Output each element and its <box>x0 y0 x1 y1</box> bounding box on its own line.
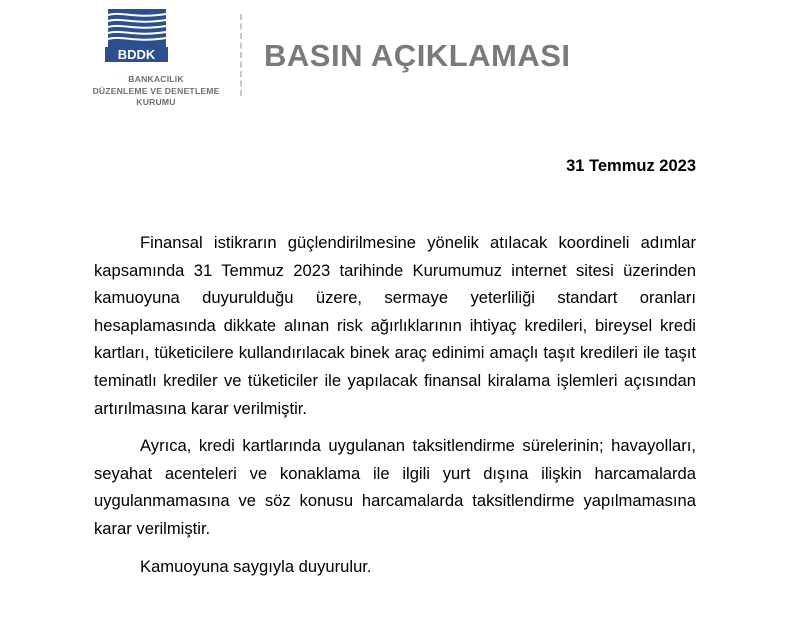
org-name-line: BANKACILIK <box>128 74 184 84</box>
body-paragraph: Finansal istikrarın güçlendirilmesine yönelik atılacak koordineli adımlar kapsamında 31 Temmuz 2023 tarihinde Kurumumuz internet sitesi üzerinden kamuoyuna duyurulduğu üzere, sermaye yeterliliği standart oranları hesaplamasında dikkate alınan risk ağırlıklarının ihtiyaç kredileri, bireysel kredi kartları, tüketicilere kullandırılacak binek araç edinimi amaçlı taşıt kredileri ile taşıt teminatlı krediler ve tüketiciler ile yapılacak finansal kiralama işlemleri açısından artırılmasına karar verilmiştir. <box>94 233 696 418</box>
body-paragraph: Ayrıca, kredi kartlarında uygulanan taksitlendirme sürelerinin; havayolları, seyahat acenteleri ve konaklama ile ilgili yurt dışına ilişkin harcamalarda uygulanmamasına ve söz konusu harcamalarda taksitlendirme yapılmamasına karar verilmiştir. <box>94 436 696 538</box>
document-header <box>0 0 790 120</box>
logo-text: BDDK <box>117 47 156 62</box>
header-divider <box>240 14 242 96</box>
org-name-line: DÜZENLEME VE DENETLEME <box>92 85 220 96</box>
organization-name <box>68 74 244 109</box>
bddk-logo-icon <box>100 5 212 69</box>
document-body <box>94 229 696 580</box>
page-title: BASIN AÇIKLAMASI <box>264 38 571 73</box>
bddk-logo <box>100 5 212 69</box>
org-name-line: KURUMU <box>136 97 176 107</box>
closing-line: Kamuoyuna saygıyla duyurulur. <box>140 556 372 576</box>
document-date: 31 Temmuz 2023 <box>566 157 696 175</box>
